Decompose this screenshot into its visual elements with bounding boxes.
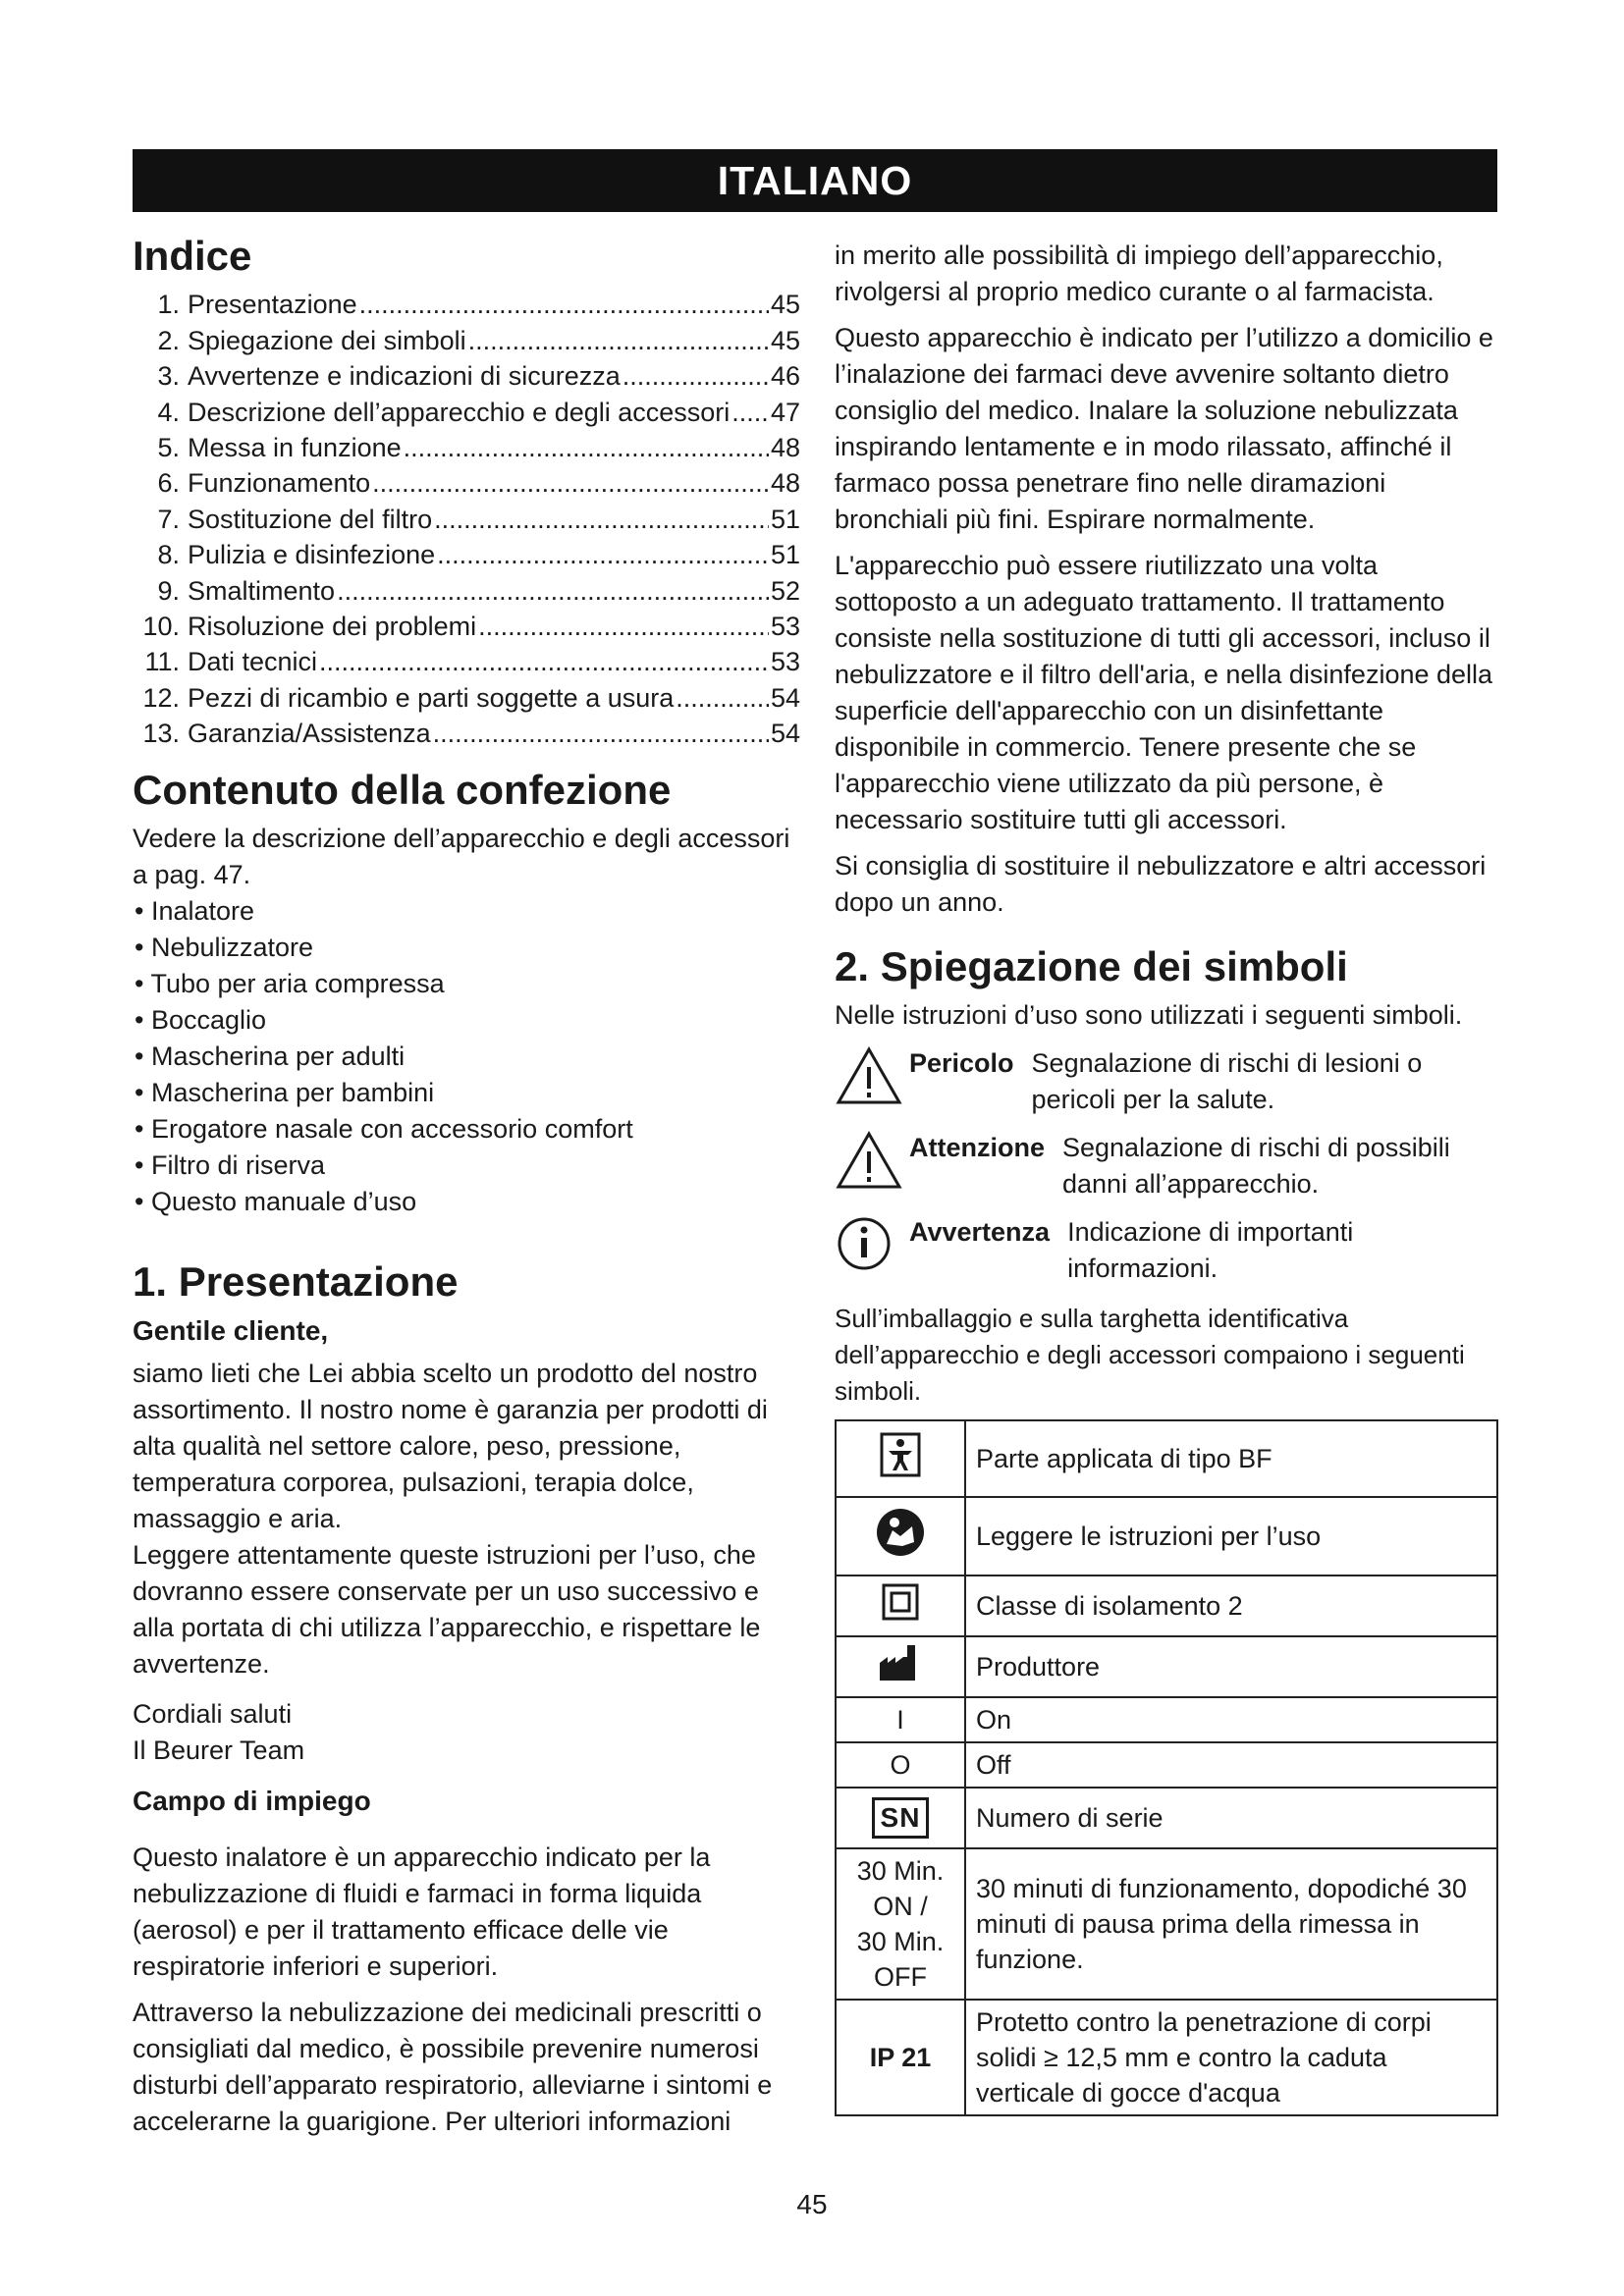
symbol-warning-row <box>835 1045 1498 1118</box>
toc-item[interactable]: 3. Avvertenze e indicazioni di sicurezza ..... 46 <box>133 358 800 394</box>
field-paragraph: Attraverso la nebulizzazione dei medicinali prescritti o consigliati dal medico, è possibile prevenire numerosi disturbi dell’apparato respiratorio, alleviarne i sintomi e accelerarne la guarigione. Per ulteriori informazioni <box>133 1998 773 2137</box>
closing-line: Il Beurer Team <box>133 1735 305 1766</box>
toc-item[interactable]: 7. Sostituzione del filtro ..... 51 <box>133 502 800 537</box>
closing-line: Cordiali saluti <box>133 1699 293 1730</box>
duty-cycle-on: 30 Min. ON / <box>856 1856 945 1922</box>
type-bf-icon <box>879 1431 922 1478</box>
table-row <box>836 1420 1497 1497</box>
table-row <box>836 1636 1497 1697</box>
toc-item[interactable]: 12. Pezzi di ricambio e parti soggette a usura ..... 54 <box>133 680 800 716</box>
symbol-label: Avvertenza <box>909 1217 1051 1248</box>
table-cell-description: Classe di isolamento 2 <box>965 1575 1497 1636</box>
symbol-description: Indicazione di importanti informazioni. <box>1067 1217 1354 1284</box>
table-cell-icon <box>836 1788 965 1848</box>
table-cell-description: On <box>965 1697 1497 1742</box>
list-item: • Filtro di riserva <box>135 1148 800 1184</box>
warning-triangle-icon <box>835 1045 903 1106</box>
contents-intro: Vedere la descrizione dell’apparecchio e degli accessori a pag. 47. <box>133 824 790 890</box>
contents-list <box>133 893 800 1220</box>
field-paragraph: Si consiglia di sostituire il nebulizzatore e altri accessori dopo un anno. <box>835 851 1487 917</box>
toc-item[interactable]: 5. Messa in funzione ..... 48 <box>133 430 800 465</box>
toc-item[interactable]: 13. Garanzia/Assistenza ..... 54 <box>133 716 800 751</box>
symbol-description: Segnalazione di rischi di lesioni o pericoli per la salute. <box>1031 1048 1423 1115</box>
contents-heading: Contenuto della confezione <box>133 766 672 813</box>
packaging-intro: Sull’imballaggio e sulla targhetta identificativa dell’apparecchio e degli accessori compaiono i seguenti simboli. <box>835 1304 1465 1407</box>
list-item: • Nebulizzatore <box>135 930 800 966</box>
page-number: 45 <box>796 2189 828 2219</box>
field-paragraph: in merito alle possibilità di impiego dell’apparecchio, rivolgersi al proprio medico curante o al farmacista. <box>835 240 1443 306</box>
presentation-paragraph: Leggere attentamente queste istruzioni per l’uso, che dovranno essere conservate per un uso successivo e alla portata di chi utilizza l’apparecchio, e rispettare le avvertenze. <box>133 1540 761 1680</box>
list-item: • Erogatore nasale con accessorio comfort <box>135 1111 800 1148</box>
table-cell-icon <box>836 1636 965 1697</box>
symbol-label: Pericolo <box>909 1048 1014 1079</box>
table-cell-description: Parte applicata di tipo BF <box>965 1420 1497 1497</box>
field-paragraph: Questo apparecchio è indicato per l’utilizzo a domicilio e l’inalazione dei farmaci deve avvenire soltanto dietro consiglio del medico. Inalare la soluzione nebulizzata inspirando lentamente e in modo rilassato, affinché il farmaco possa penetrare fino nelle diramazioni bronchiali più fini. Espirare normalmente. <box>835 323 1493 534</box>
symbols-intro: Nelle istruzioni d’uso sono utilizzati i seguenti simboli. <box>835 1000 1463 1031</box>
on-symbol: I <box>836 1697 965 1742</box>
read-manual-icon <box>875 1507 926 1558</box>
index-heading: Indice <box>133 233 252 279</box>
warning-triangle-icon <box>835 1130 903 1191</box>
right-column <box>835 232 1498 2116</box>
table-row <box>836 1497 1497 1575</box>
field-paragraph: Questo inalatore è un apparecchio indicato per la nebulizzazione di fluidi e farmaci in forma liquida (aerosol) e per il trattamento efficace delle vie respiratorie inferiori e superiori. <box>133 1842 711 1982</box>
duty-cycle-off: 30 Min. OFF <box>856 1927 945 1993</box>
table-cell-icon <box>836 1575 965 1636</box>
table-row <box>836 1742 1497 1788</box>
symbol-description: Segnalazione di rischi di possibili danni all’apparecchio. <box>1062 1133 1450 1200</box>
table-row <box>836 1697 1497 1742</box>
table-cell-description: Protetto contro la penetrazione di corpi solidi ≥ 12,5 mm e contro la caduta verticale di gocce d'acqua <box>965 2000 1497 2115</box>
table-cell-icon <box>836 1420 965 1497</box>
table-row <box>836 1788 1497 1848</box>
list-item: • Inalatore <box>135 893 800 930</box>
table-row <box>836 2000 1497 2115</box>
symbol-label: Attenzione <box>909 1133 1045 1163</box>
table-cell-icon <box>836 1497 965 1575</box>
table-row <box>836 1848 1497 2000</box>
field-heading: Campo di impiego <box>133 1786 371 1817</box>
field-paragraph: L'apparecchio può essere riutilizzato una volta sottoposto a un adeguato trattamento. Il trattamento consiste nella sostituzione di tutti gli accessori, incluso il nebulizzatore e il filtro dell'aria, e nella disinfezione della superficie dell'apparecchio con un disinfettante disponibile in commercio. Tenere presente che se l'apparecchio viene utilizzato da più persone, è necessario sostituire tutti gli accessori. <box>835 551 1493 834</box>
toc-item[interactable]: 2. Spiegazione dei simboli ..... 45 <box>133 323 800 358</box>
ip-rating: IP 21 <box>836 2000 965 2115</box>
symbols-table <box>835 1419 1498 2116</box>
table-cell-icon <box>836 1848 965 2000</box>
language-banner: ITALIANO <box>133 149 1497 212</box>
left-column <box>133 232 800 2140</box>
table-cell-description: Off <box>965 1742 1497 1788</box>
toc-item[interactable]: 10. Risoluzione dei problemi ..... 53 <box>133 609 800 644</box>
class-2-icon <box>882 1583 919 1621</box>
info-circle-icon <box>835 1214 903 1275</box>
manufacturer-icon <box>878 1643 923 1682</box>
list-item: • Mascherina per adulti <box>135 1039 800 1075</box>
table-cell-description: Numero di serie <box>965 1788 1497 1848</box>
serial-number-icon: SN <box>872 1797 930 1839</box>
toc-item[interactable]: 1. Presentazione ..... 45 <box>133 287 800 322</box>
toc-item[interactable]: 6. Funzionamento ..... 48 <box>133 465 800 501</box>
list-item: • Tubo per aria compressa <box>135 966 800 1002</box>
list-item: • Questo manuale d’uso <box>135 1184 800 1220</box>
symbols-heading: 2. Spiegazione dei simboli <box>835 943 1348 989</box>
table-cell-description: Produttore <box>965 1636 1497 1697</box>
presentation-paragraph: siamo lieti che Lei abbia scelto un prodotto del nostro assortimento. Il nostro nome è garanzia per prodotti di alta qualità nel settore calore, peso, pressione, temperatura corporea, pulsazioni, terapia dolce, massaggio e aria. <box>133 1359 768 1534</box>
greeting: Gentile cliente, <box>133 1315 329 1347</box>
list-item: • Mascherina per bambini <box>135 1075 800 1111</box>
toc-item[interactable]: 4. Descrizione dell’apparecchio e degli accessori ..... 47 <box>133 395 800 430</box>
toc-item[interactable]: 11. Dati tecnici ..... 53 <box>133 644 800 679</box>
symbol-warning-row <box>835 1130 1498 1202</box>
table-row <box>836 1575 1497 1636</box>
toc-item[interactable]: 8. Pulizia e disinfezione ..... 51 <box>133 537 800 572</box>
symbol-note-row <box>835 1214 1498 1287</box>
table-cell-description: Leggere le istruzioni per l’uso <box>965 1497 1497 1575</box>
table-of-contents <box>133 287 800 751</box>
table-cell-description: 30 minuti di funzionamento, dopodiché 30 minuti di pausa prima della rimessa in funzione. <box>965 1848 1497 2000</box>
presentation-heading: 1. Presentazione <box>133 1258 459 1306</box>
list-item: • Boccaglio <box>135 1002 800 1039</box>
off-symbol: O <box>836 1742 965 1788</box>
toc-item[interactable]: 9. Smaltimento ..... 52 <box>133 573 800 609</box>
